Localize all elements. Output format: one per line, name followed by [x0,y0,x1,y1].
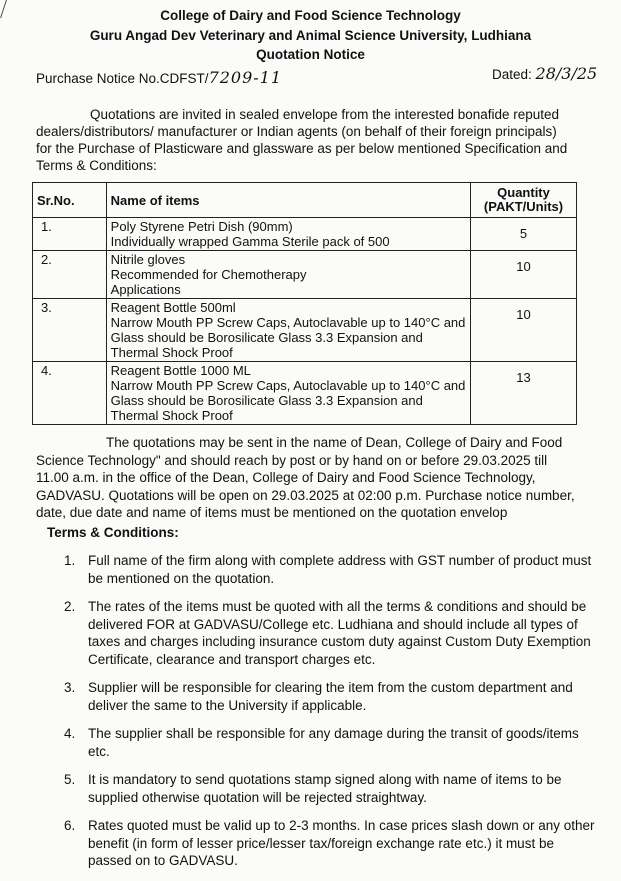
item-quantity: 10 [471,299,577,362]
table-header-row [33,183,577,218]
item-quantity: 13 [471,362,577,425]
notice-date [492,64,597,83]
list-item: 3. Supplier will be responsible for clearing the item from the custom department and deliver the same to the University if applicable. [64,680,573,713]
list-item: 6. Rates quoted must be valid up to 2-3 months. In case prices slash down or any other benefit (in form of lesser price/lesser tax/foreign exchange rate etc.) it must be passed on to GADVASU. [64,818,595,868]
purchase-notice-label: Purchase Notice No.CDFST/ [36,71,209,86]
item-quantity: 5 [471,218,577,251]
terms-title: Terms & Conditions: [47,525,179,540]
submission-paragraph: The quotations may be sent in the name of Dean, College of Dairy and Food Science Technology" and should reach by post or by hand on or before 29.03.2025 till 11.00 a.m. in the office of the Dean, College of Dairy and Food Science Technology, GADVASU. Quotations will be open on 29.03.2025 at 02:00 p.m. Purchase notice number, date, due date and name of items must be mentioned on the quotation envelop [36,435,575,520]
list-item: 5. It is mandatory to send quotations stamp signed along with name of items to be supplied otherwise quotation will be rejected straightway. [64,772,562,805]
list-item: 1. Full name of the firm along with complete address with GST number of product must be mentioned on the quotation. [64,553,592,586]
header-sr-no: Sr.No. [33,183,107,218]
item-name: Poly Styrene Petri Dish (90mm) [110,219,293,234]
university-name: Guru Angad Dev Veterinary and Animal Science University, Ludhiana [89,28,532,43]
handwritten-notice-number: 7209-11 [208,68,283,87]
header-quantity: Quantity (PAKT/Units) [471,183,577,218]
intro-paragraph: Quotations are invited in sealed envelope from the interested bonafide reputed dealers/distributors/ manufacturer or Indian agents (on behalf of their foreign principals) for the Purchase of Plasticware and glassware as per below mentioned Specification and Terms & Conditions: [36,107,568,173]
header-item-name: Name of items [106,183,470,218]
table-row: 3. Reagent Bottle 500ml Narrow Mouth PP Screw Caps, Autoclavable up to 140°C and Glass should be Borosilicate Glass 3.3 Expansion and Thermal Shock Proof 10 [33,299,577,362]
list-item: 2. The rates of the items must be quoted with all the terms & conditions and should be delivered FOR at GADVASU/College etc. Ludhiana and should include all types of taxes and charges including insurance custom duty against Custom Duty Exemption Certificate, clearance and transport charges etc. [64,599,591,667]
table-row: 2. Nitrile gloves Recommended for Chemotherapy Applications 10 [33,251,577,299]
item-name: Reagent Bottle 500ml [110,300,236,315]
dated-label: Dated: [492,67,532,82]
item-detail: Narrow Mouth PP Screw Caps, Autoclavable up to 140°C and Glass should be Borosilicate Glass 3.3 Expansion and Thermal Shock Proof [110,315,466,360]
item-detail: Recommended for Chemotherapy Applications [110,267,307,297]
item-detail: Individually wrapped Gamma Sterile pack of 500 [110,234,390,249]
handwritten-date: 28/3/25 [535,64,598,83]
document-title: Quotation Notice [256,47,365,62]
college-name: College of Dairy and Food Science Technology [160,8,461,23]
item-name: Nitrile gloves [110,252,186,267]
list-item: 4. The supplier shall be responsible for any damage during the transit of goods/items etc. [64,726,579,759]
item-name: Reagent Bottle 1000 ML [110,363,251,378]
item-detail: Narrow Mouth PP Screw Caps, Autoclavable up to 140°C and Glass should be Borosilicate Glass 3.3 Expansion and Thermal Shock Proof [110,378,466,423]
terms-list [64,552,599,881]
table-row: 1. Poly Styrene Petri Dish (90mm) Individually wrapped Gamma Sterile pack of 500 5 [33,218,577,251]
purchase-notice-number [36,68,282,87]
table-row: 4. Reagent Bottle 1000 ML Narrow Mouth PP Screw Caps, Autoclavable up to 140°C and Glass should be Borosilicate Glass 3.3 Expansion and Thermal Shock Proof 13 [33,362,577,425]
item-quantity: 10 [471,251,577,299]
items-table [32,182,577,425]
